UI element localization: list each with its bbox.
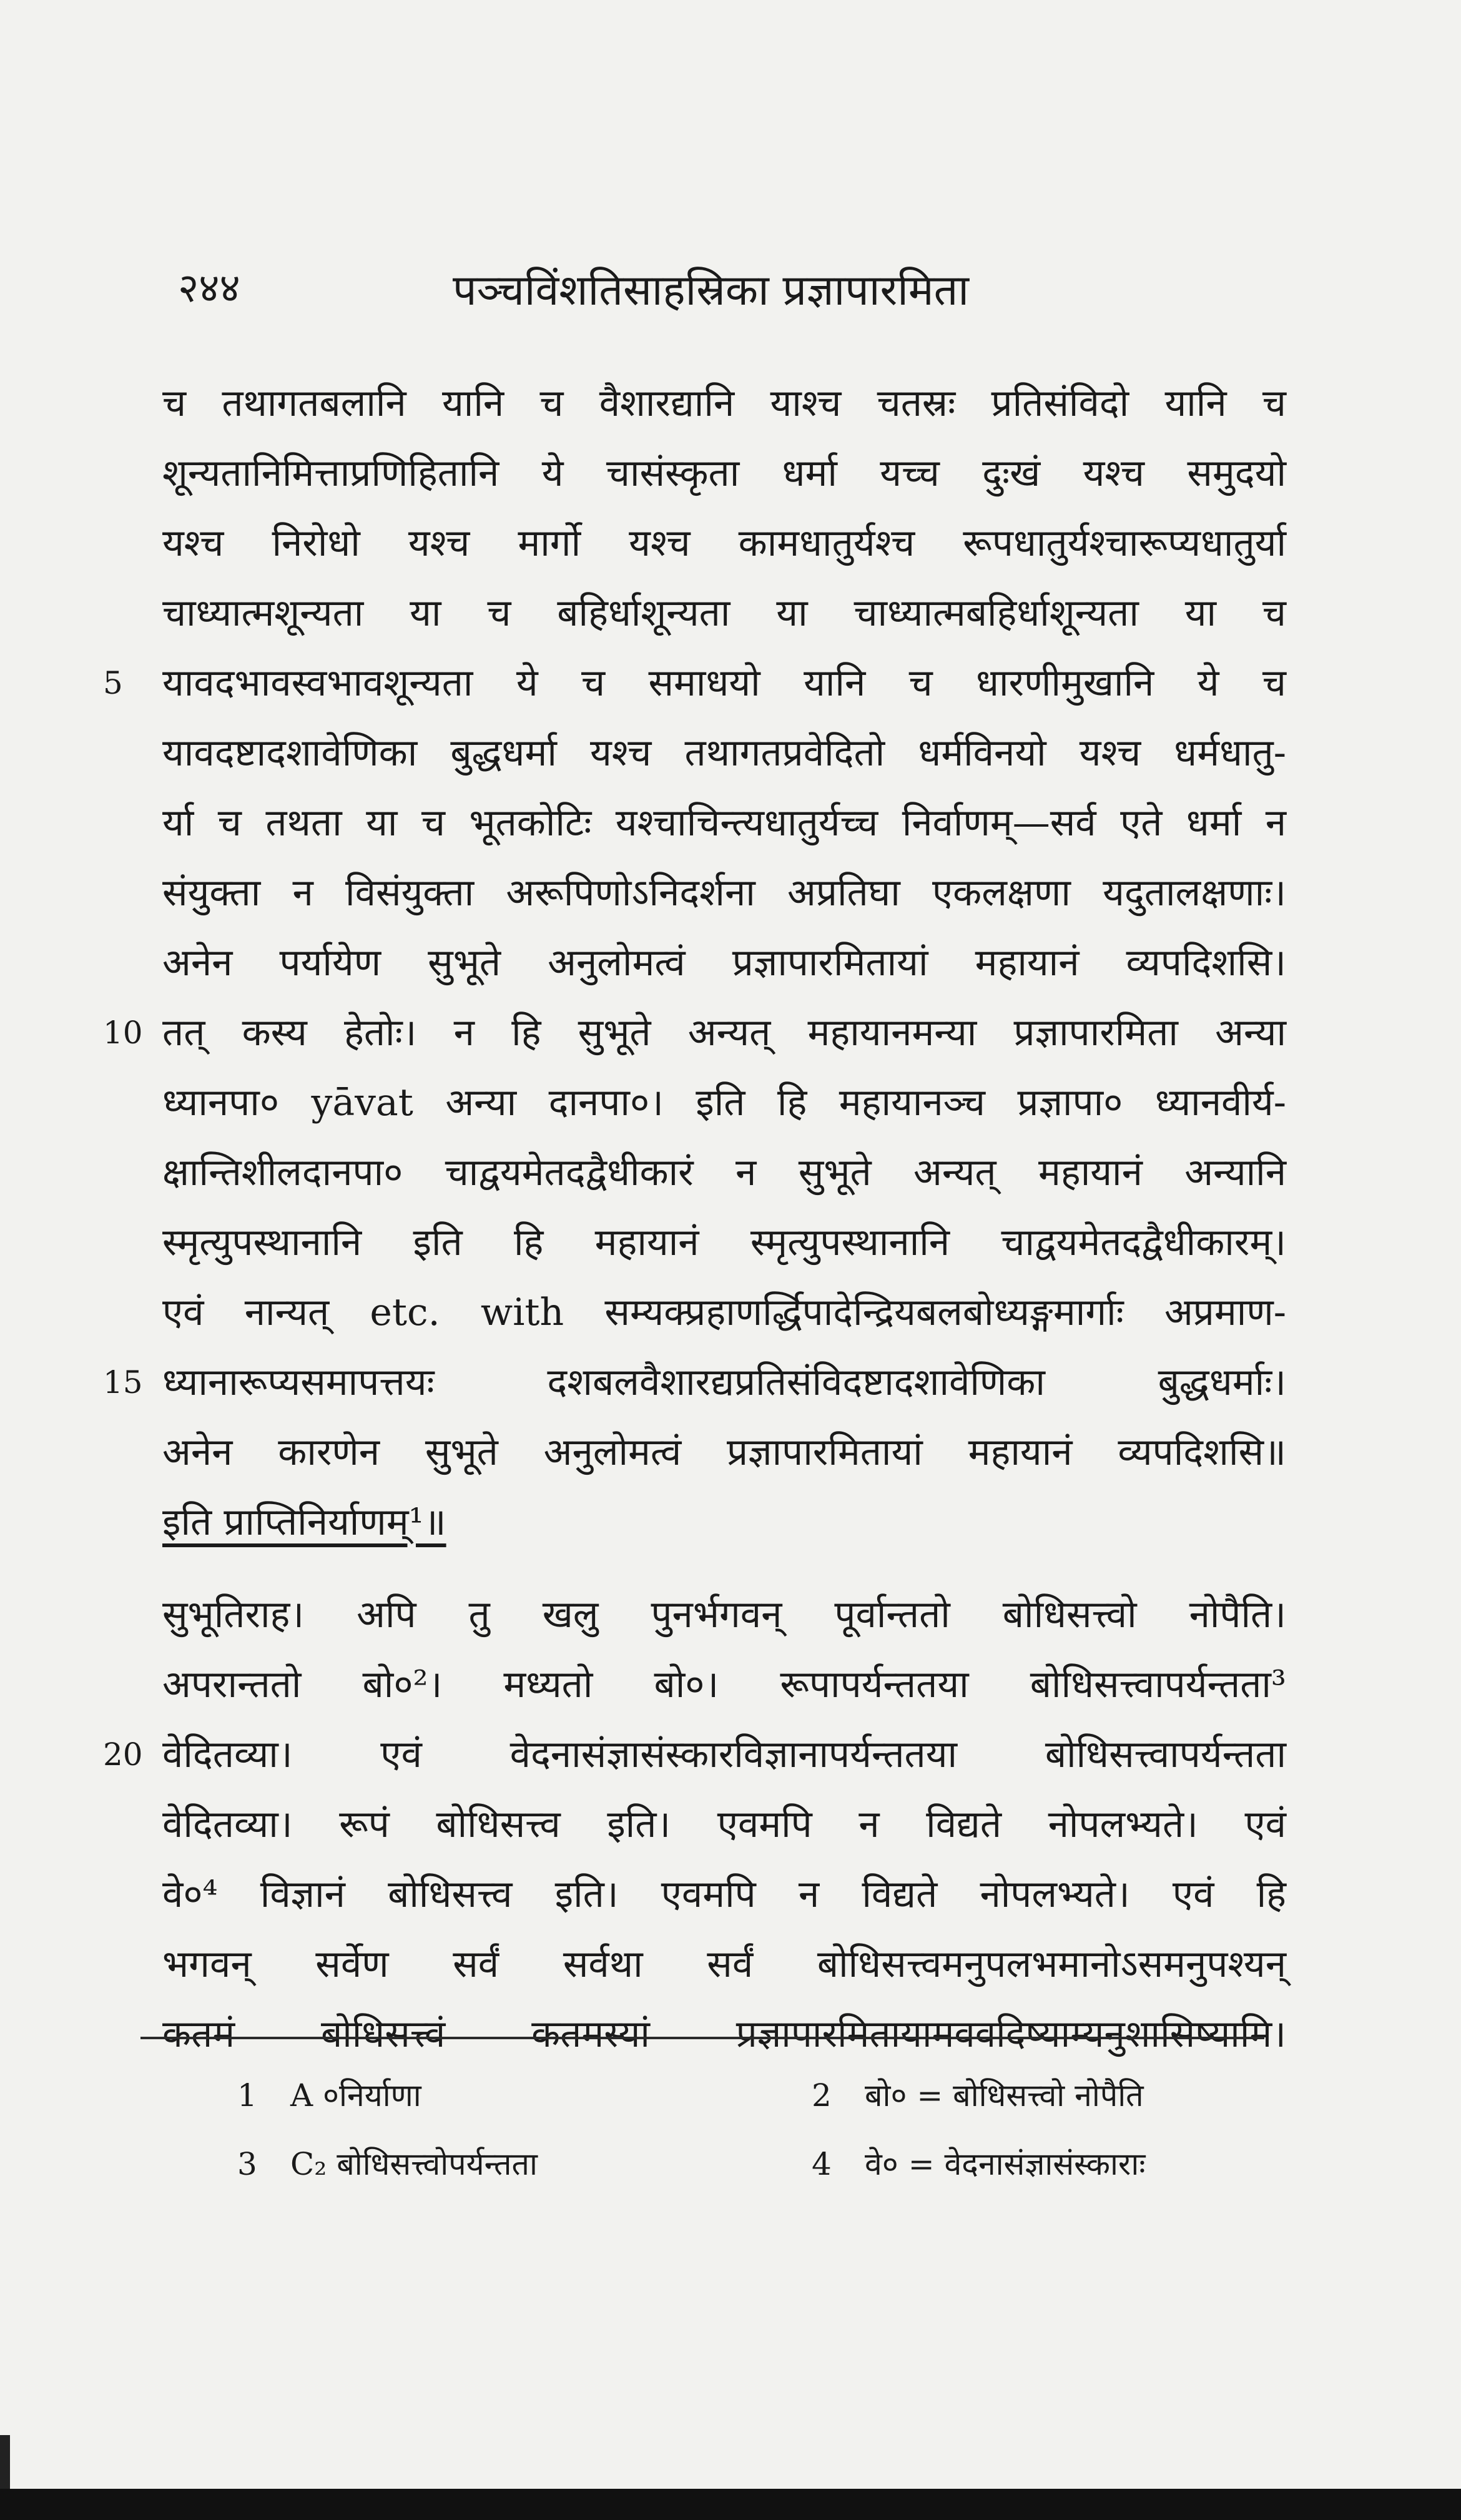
footnote xyxy=(237,2142,538,2184)
text-line xyxy=(162,368,1286,438)
text-line xyxy=(162,788,1286,858)
footnote-text: वे० = वेदनासंज्ञासंस्काराः xyxy=(865,2146,1146,2182)
text-line xyxy=(103,998,1286,1068)
footnote-number: 1 xyxy=(237,2077,257,2114)
line-text: ध्यानपा० yāvat अन्या दानपा०। इति हि महायानञ्च प्रज्ञापा० ध्यानवीर्य- xyxy=(162,1081,1286,1125)
section-colophon xyxy=(162,1487,1286,1557)
line-text: स्मृत्युपस्थानानि इति हि महायानं स्मृत्युपस्थानानि चाद्वयमेतदद्वैधीकारम्। xyxy=(162,1221,1286,1264)
text-line xyxy=(103,1347,1286,1417)
footnote-number: 2 xyxy=(812,2077,832,2114)
page-header xyxy=(178,259,1283,328)
footnote-text: C₂ बोधिसत्त्वोपर्यन्तता xyxy=(290,2146,538,2182)
line-number: 5 xyxy=(103,665,123,701)
line-text: वेदितव्या। एवं वेदनासंज्ञासंस्कारविज्ञानापर्यन्ततया बोधिसत्त्वापर्यन्तता xyxy=(162,1733,1286,1776)
text-line xyxy=(162,1277,1286,1347)
footnote-text: A ०निर्याणा xyxy=(290,2077,421,2114)
text-line xyxy=(162,858,1286,928)
text-line xyxy=(162,1417,1286,1487)
line-text: क्षान्तिशीलदानपा० चाद्वयमेतदद्वैधीकारं न सुभूते अन्यत् महायानं अन्यानि xyxy=(162,1151,1286,1194)
text-line xyxy=(162,928,1286,998)
line-text: वे०⁴ विज्ञानं बोधिसत्त्व इति। एवमपि न विद्यते नोपलभ्यते। एवं हि xyxy=(162,1873,1286,1916)
footnote xyxy=(812,2142,1145,2184)
text-line xyxy=(103,648,1286,718)
line-text: चाध्यात्मशून्यता या च बहिर्धाशून्यता या चाध्यात्मबहिर्धाशून्यता या च xyxy=(162,591,1286,635)
line-text: इति प्राप्तिनिर्याणम्¹॥ xyxy=(162,1500,446,1544)
text-line xyxy=(162,1789,1286,1859)
footnote-separator xyxy=(140,2037,1264,2039)
scan-bottom-border xyxy=(0,2489,1461,2520)
text-line xyxy=(162,1138,1286,1208)
line-text: अनेन पर्यायेण सुभूते अनुलोमत्वं प्रज्ञापारमितायां महायानं व्यपदिशसि। xyxy=(162,941,1286,985)
footnote xyxy=(237,2073,421,2115)
text-line xyxy=(162,1068,1286,1138)
text-line xyxy=(162,508,1286,578)
line-text: अपरान्ततो बो०²। मध्यतो बो०। रूपापर्यन्ततया बोधिसत्त्वापर्यन्तता³ xyxy=(162,1663,1286,1706)
text-line xyxy=(162,1859,1286,1929)
footnote-text: बो० = बोधिसत्त्वो नोपैति xyxy=(865,2077,1144,2114)
text-line xyxy=(162,578,1286,648)
text-line xyxy=(162,1999,1286,2069)
line-text: एवं नान्यत् etc. with सम्यक्प्रहाणर्द्धिपादेन्द्रियबलबोध्यङ्गमार्गाः अप्रमाण- xyxy=(162,1291,1286,1334)
paragraph-gap xyxy=(162,1557,1286,1580)
line-text: सुभूतिराह। अपि तु खलु पुनर्भगवन् पूर्वान्ततो बोधिसत्त्वो नोपैति। xyxy=(162,1593,1286,1637)
line-text: अनेन कारणेन सुभूते अनुलोमत्वं प्रज्ञापारमितायां महायानं व्यपदिशसि॥ xyxy=(162,1430,1286,1474)
body-text xyxy=(103,368,1286,2069)
text-line xyxy=(162,438,1286,508)
text-line xyxy=(103,1720,1286,1789)
line-text: वेदितव्या। रूपं बोधिसत्त्व इति। एवमपि न विद्यते नोपलभ्यते। एवं xyxy=(162,1803,1286,1846)
line-number: 20 xyxy=(103,1736,143,1773)
footnote-number: 3 xyxy=(237,2146,257,2182)
line-text: कतमं बोधिसत्त्वं कतमस्यां प्रज्ञापारमितायामववदिष्याम्यनुशासिष्यामि। xyxy=(162,2012,1286,2056)
line-text: च तथागतबलानि यानि च वैशारद्यानि याश्च चतस्रः प्रतिसंविदो यानि च xyxy=(162,381,1286,425)
running-title: पञ्चविंशतिसाहस्रिका प्रज्ञापारमिता xyxy=(453,266,969,315)
text-line xyxy=(162,1208,1286,1277)
text-line xyxy=(162,1580,1286,1650)
line-text: संयुक्ता न विसंयुक्ता अरूपिणोऽनिदर्शना अप्रतिघा एकलक्षणा यदुतालक्षणाः। xyxy=(162,871,1286,915)
text-line xyxy=(162,1650,1286,1720)
line-text: भगवन् सर्वेण सर्वं सर्वथा सर्वं बोधिसत्त्वमनुपलभमानोऽसमनुपश्यन् xyxy=(162,1942,1286,1986)
text-line xyxy=(162,1929,1286,1999)
text-line xyxy=(162,718,1286,788)
line-text: शून्यतानिमित्ताप्रणिहितानि ये चासंस्कृता धर्मा यच्च दुःखं यश्च समुदयो xyxy=(162,451,1286,495)
line-text: ध्यानारूप्यसमापत्तयः दशबलवैशारद्यप्रतिसंविदष्टादशावेणिका बुद्धधर्माः। xyxy=(162,1361,1286,1404)
line-text: र्या च तथता या च भूतकोटिः यश्चाचिन्त्यधातुर्यच्च निर्वाणम्—सर्व एते धर्मा न xyxy=(162,801,1286,845)
line-text: यश्च निरोधो यश्च मार्गो यश्च कामधातुर्यश्च रूपधातुर्यश्चारूप्यधातुर्या xyxy=(162,521,1286,565)
line-number: 15 xyxy=(103,1364,143,1400)
page-number: २४४ xyxy=(178,265,240,312)
footnote-number: 4 xyxy=(812,2146,832,2182)
line-text: यावदभावस्वभावशून्यता ये च समाधयो यानि च धारणीमुखानि ये च xyxy=(162,661,1286,705)
line-text: तत् कस्य हेतोः। न हि सुभूते अन्यत् महायानमन्या प्रज्ञापारमिता अन्या xyxy=(162,1011,1286,1055)
footnote xyxy=(812,2073,1144,2115)
line-number: 10 xyxy=(103,1015,143,1051)
footnotes xyxy=(237,2073,1299,2198)
line-text: यावदष्टादशावेणिका बुद्धधर्मा यश्च तथागतप्रवेदितो धर्मविनयो यश्च धर्मधातु- xyxy=(162,731,1286,775)
